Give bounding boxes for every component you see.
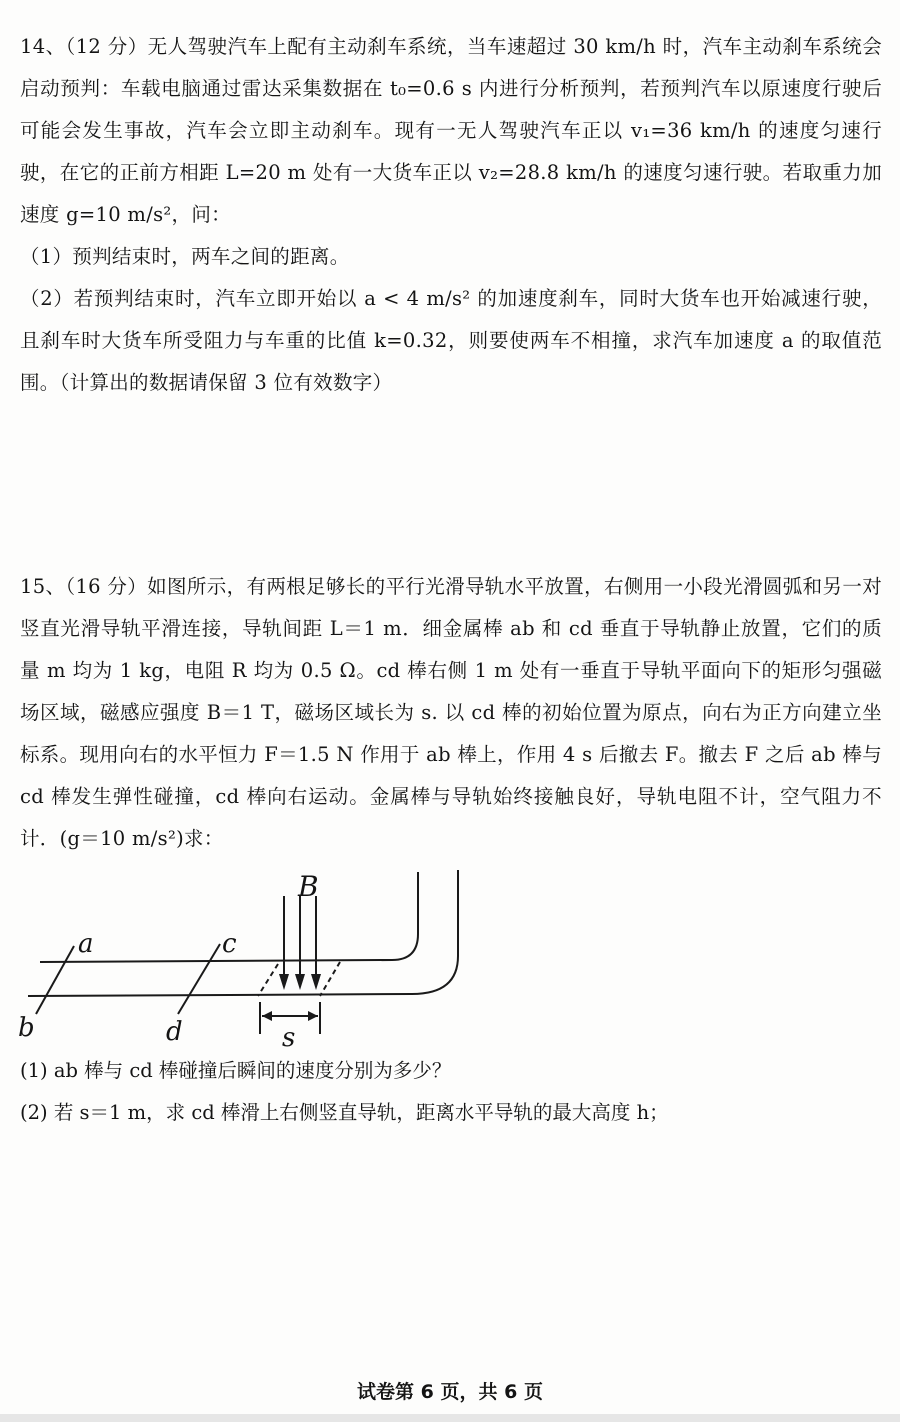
question-15 xyxy=(20,566,882,860)
field-arrowhead-2 xyxy=(295,974,305,990)
label-d: d xyxy=(166,1017,183,1047)
question-15-part-2: (2) 若 s＝1 m，求 cd 棒滑上右侧竖直导轨，距离水平导轨的最大高度 h； xyxy=(20,1101,669,1124)
s-arrowhead-left xyxy=(262,1011,272,1021)
field-left-boundary xyxy=(258,964,278,996)
label-a: a xyxy=(78,929,94,959)
question-14-part-2: （2）若预判结束时，汽车立即开始以 a < 4 m/s² 的加速度刹车，同时大货车也开始减速行驶，且刹车时大货车所受阻力与车重的比值 k=0.32，则要使两车不相撞，求汽车加速度 a 的取值范围。（计算出的数据请保留 3 位有效数字） xyxy=(20,287,882,394)
label-B: B xyxy=(298,870,319,903)
rail-diagram-svg xyxy=(0,862,900,1062)
rod-cd xyxy=(178,944,220,1014)
question-15-part-1: (1) ab 棒与 cd 棒碰撞后瞬间的速度分别为多少？ xyxy=(20,1059,452,1082)
field-right-boundary xyxy=(320,962,340,996)
field-arrowhead-3 xyxy=(311,974,321,990)
question-14 xyxy=(20,26,882,404)
question-14-text: 14、（12 分）无人驾驶汽车上配有主动刹车系统，当车速超过 30 km/h 时，汽车主动刹车系统会启动预判：车载电脑通过雷达采集数据在 t₀=0.6 s 内进行分析预判，若预判汽车以原速度行驶后可能会发生事故，汽车会立即主动刹车。现有一无人驾驶汽车正以 v₁=36 km/h 的速度匀速行驶，在它的正前方相距 L=20 m 处有一大货车正以 v₂=28.8 km/h 的速度匀速行驶。若取重力加速度 g=10 m/s²，问： xyxy=(20,35,882,226)
rail-diagram xyxy=(0,862,900,1062)
question-15-text: 15、（16 分）如图所示，有两根足够长的平行光滑导轨水平放置，右侧用一小段光滑圆弧和另一对竖直光滑导轨平滑连接，导轨间距 L＝1 m．细金属棒 ab 和 cd 垂直于导轨静止放置，它们的质量 m 均为 1 kg，电阻 R 均为 0.5 Ω。cd 棒右侧 1 m 处有一垂直于导轨平面向下的矩形匀强磁场区域，磁感应强度 B＝1 T，磁场区域长为 s. 以 cd 棒的初始位置为原点，向右为正方向建立坐标系。现用向右的水平恒力 F＝1.5 N 作用于 ab 棒上，作用 4 s 后撤去 F。撤去 F 之后 ab 棒与 cd 棒发生弹性碰撞，cd 棒向右运动。金属棒与导轨始终接触良好，导轨电阻不计，空气阻力不计．(g＝10 m/s²)求： xyxy=(20,575,882,850)
question-14-part-1: （1）预判结束时，两车之间的距离。 xyxy=(20,245,350,268)
field-arrowhead-1 xyxy=(279,974,289,990)
page-footer: 试卷第 6 页，共 6 页 xyxy=(357,1381,543,1403)
label-b: b xyxy=(18,1013,35,1043)
label-s: s xyxy=(282,1023,296,1053)
rod-ab xyxy=(36,946,74,1014)
bottom-edge xyxy=(0,1414,900,1422)
s-arrowhead-right xyxy=(308,1011,318,1021)
label-c: c xyxy=(222,929,237,959)
